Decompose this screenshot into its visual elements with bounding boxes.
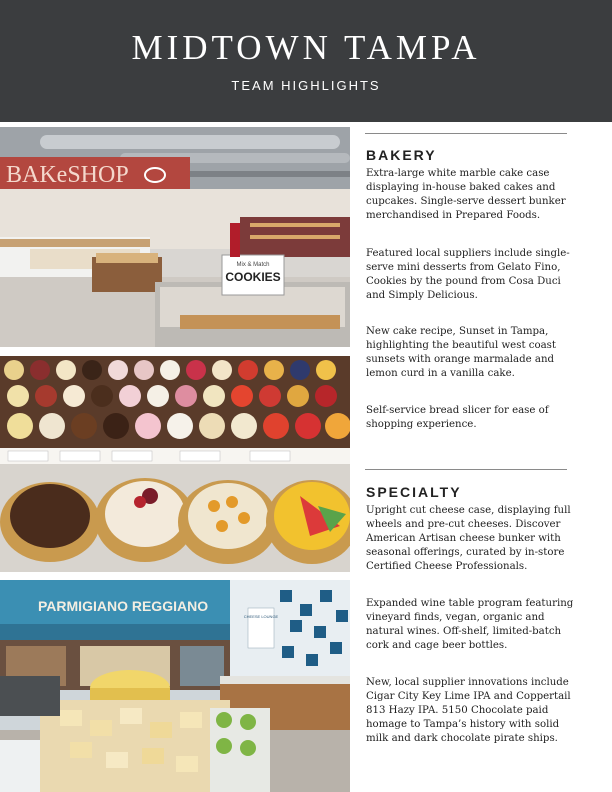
- whole-cakes: [0, 478, 350, 564]
- specialty-divider: [365, 469, 567, 470]
- bakery-paragraph-1: Extra-large white marble cake case displaying in-house baked cakes and cupcakes. Single-serve dessert bunker merchandised in Prepared Foods.: [366, 168, 566, 221]
- bakery-store-photo: [0, 127, 350, 347]
- cookies-sign-top: Mix & Match: [236, 262, 270, 268]
- bakery-paragraph-2: Featured local suppliers include single-serve mini desserts from Gelato Fino, Cookies by the pound from Cosa Duci and Simply Delicious.: [366, 248, 570, 301]
- cake-case-photo: [0, 356, 350, 572]
- cheese-department-photo: [0, 580, 350, 792]
- page-subtitle: TEAM HIGHLIGHTS: [231, 78, 381, 93]
- specialty-paragraph-2: Expanded wine table program featuring vineyard finds, vegan, organic and natural wines. Off-shelf, limited-batch cork and cage beer bottles.: [366, 598, 574, 651]
- bakery-heading: BAKERY: [366, 147, 437, 163]
- page-title: MIDTOWN TAMPA: [131, 28, 481, 67]
- specialty-heading: SPECIALTY: [366, 484, 462, 500]
- cookies-sign-main: COOKIES: [225, 270, 281, 284]
- bakeshop-sign: BAKeSHOP: [6, 162, 129, 188]
- specialty-paragraph-3: New, local supplier innovations include Cigar City Key Lime IPA and Coppertail 813 Hazy IPA. 5150 Chocolate paid homage to Tampa’s history with solid milk and dark chocolate pirate ships.: [366, 677, 571, 744]
- bakery-paragraph-4: Self-service bread slicer for ease of shopping experience.: [366, 405, 549, 430]
- cheese-lounge-sign: CHEESE LOUNGE: [243, 614, 279, 619]
- specialty-paragraph-1: Upright cut cheese case, displaying full wheels and pre-cut cheeses. Discover American Artisan cheese bunker with seasonal offerings, curated by in-store Certified Cheese Professionals.: [366, 505, 571, 572]
- page-header: [0, 0, 612, 122]
- bakery-divider: [365, 133, 567, 134]
- bakery-paragraph-3: New cake recipe, Sunset in Tampa, highlighting the beautiful west coast sunsets with orange marmalade and lemon curd in a vanilla cake.: [366, 326, 557, 379]
- parmigiano-reggiano-sign: PARMIGIANO REGGIANO: [38, 598, 209, 614]
